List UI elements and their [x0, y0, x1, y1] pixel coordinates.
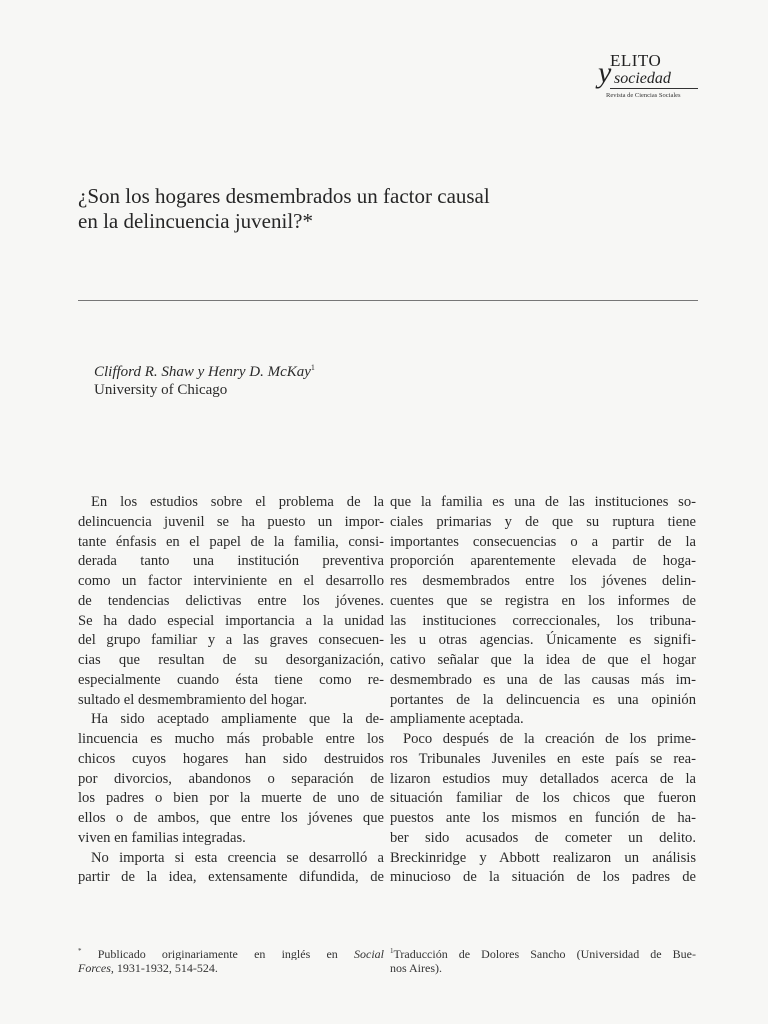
body-column-left	[78, 493, 384, 888]
text-line: les u otras agencias. Únicamente es signifi-	[390, 632, 696, 649]
footnote-mark: 1	[390, 947, 394, 955]
text-line: lizaron estudios muy detallados acerca de la	[390, 770, 696, 787]
text-line: cias que resultan de su desorganización,	[78, 652, 384, 668]
affiliation: University of Chicago	[94, 382, 228, 398]
footnote-text: Traducción de Dolores Sancho (Universidad de Bue-	[393, 947, 696, 960]
authors: Clifford R. Shaw y Henry D. McKay	[94, 364, 311, 380]
authors-footnote-mark: 1	[310, 363, 315, 372]
text-line: minucioso de la situación de los padres de	[390, 869, 696, 886]
footnote-journal: Forces,	[78, 961, 114, 975]
footnote-text: Publicado originariamente en inglés en	[97, 947, 338, 960]
text-line: ber sido acusados de cometer un delito.	[390, 829, 696, 846]
text-line: delincuencia juvenil se ha puesto un impor-	[78, 513, 384, 530]
text-line: especialmente cuando ésta tiene como re-	[78, 671, 384, 688]
footnote-line	[78, 943, 384, 960]
title-line: ¿Son los hogares desmembrados un factor causal	[78, 184, 490, 208]
logo-name-y: y	[598, 56, 612, 89]
text-line: sultado el desmembramiento del hogar.	[78, 691, 307, 708]
text-line: Ha sido aceptado ampliamente que la de-	[91, 711, 384, 728]
text-line: del grupo familiar y a las graves consecuen-	[78, 632, 384, 649]
article-title	[78, 184, 638, 234]
text-line: viven en familias integradas.	[78, 829, 246, 846]
text-line: Se ha dado especial importancia a la unidad	[78, 612, 384, 629]
text-line: ciales primarias y de que su ruptura tiene	[390, 513, 696, 530]
text-line: chicos cuyos hogares han sido destruidos	[78, 750, 384, 767]
text-line: por divorcios, abandonos o separación de	[78, 770, 384, 787]
text-line: No importa si esta creencia se desarrolló a	[91, 849, 384, 866]
logo-name-top: ELITO	[610, 51, 662, 70]
text-line: tante énfasis en el papel de la familia, consi-	[78, 533, 384, 550]
footnote-journal: Social	[354, 947, 384, 960]
text-line: derada tanto una institución preventiva	[78, 553, 384, 570]
text-line: importantes consecuencias o a partir de la	[390, 533, 696, 550]
footnote-mark: *	[78, 947, 82, 955]
text-line: Breckinridge y Abbott realizaron un análisis	[390, 849, 696, 866]
text-line: los padres o bien por la muerte de uno de	[78, 790, 384, 807]
logo-subtitle: Revista de Ciencias Sociales	[606, 92, 681, 99]
text-line: ampliamente aceptada.	[390, 711, 524, 728]
text-line: cuentes que se registra en los informes de	[390, 592, 696, 609]
text-line: puestos ante los mismos en función de ha-	[390, 810, 696, 826]
text-line: lincuencia es mucho más probable entre los	[78, 731, 384, 747]
text-line: situación familiar de los chicos que fueron	[390, 790, 696, 807]
footnote-text: 1931-1932, 514-524.	[116, 961, 218, 975]
text-line: ros Tribunales Juveniles en este país se rea-	[390, 750, 696, 767]
text-line: res desmembrados entre los jóvenes delin-	[390, 573, 696, 589]
text-line: En los estudios sobre el problema de la	[91, 494, 384, 510]
text-line: portantes de la delincuencia es una opinión	[390, 691, 696, 708]
title-divider	[78, 300, 698, 301]
text-line: partir de la idea, extensamente difundida, de	[78, 869, 384, 886]
text-line: las instituciones correccionales, los tribuna-	[390, 612, 696, 629]
footnote-line	[390, 943, 696, 960]
body-column-right	[390, 493, 696, 888]
logo-rule	[610, 88, 698, 89]
journal-logo	[596, 52, 706, 100]
text-line: cativo señalar que la idea de que el hogar	[390, 652, 696, 668]
footnote-left	[78, 943, 384, 977]
footnote-line	[78, 960, 384, 977]
text-line: como un factor interviniente en el desarrollo	[78, 573, 384, 589]
footnote-line: nos Aires).	[390, 961, 442, 975]
title-line: en la delincuencia juvenil?*	[78, 209, 313, 233]
text-line: proporción aparentemente elevada de hoga-	[390, 553, 696, 570]
footnote-right	[390, 943, 696, 977]
text-line: desmembrado es una de las causas más im-	[390, 671, 696, 688]
text-line: de tendencias delictivas entre los jóvenes.	[78, 592, 384, 609]
text-line: que la familia es una de las instituciones so-	[390, 494, 696, 510]
logo-name-bottom: sociedad	[614, 70, 671, 87]
text-line: ellos o de ambos, que entre los jóvenes que	[78, 810, 384, 826]
text-line: Poco después de la creación de los prime-	[403, 731, 696, 747]
